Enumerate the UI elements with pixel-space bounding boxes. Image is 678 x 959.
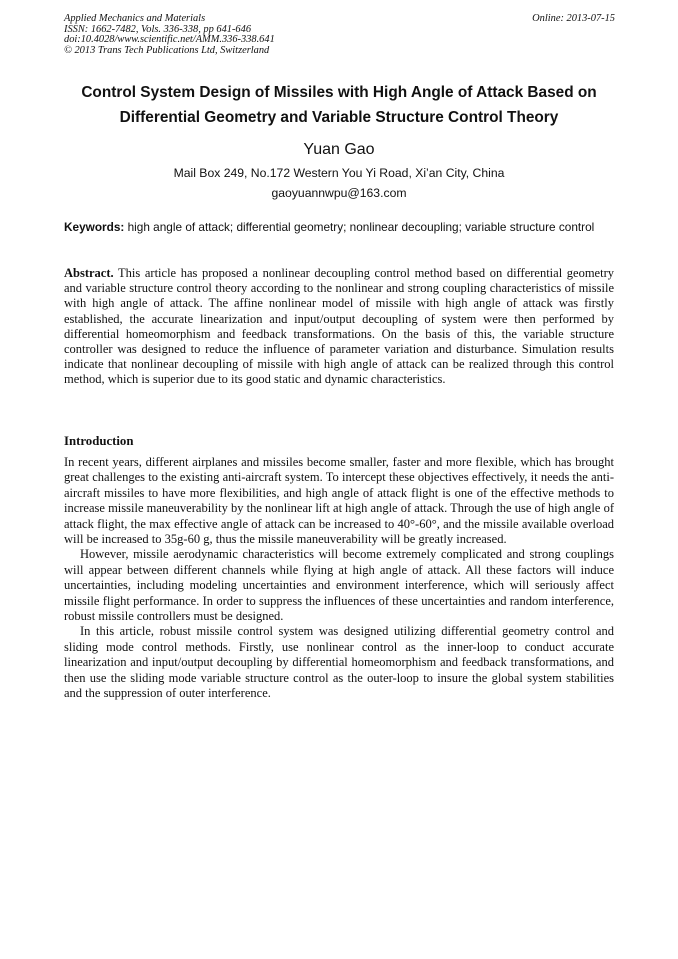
author-name: Yuan Gao	[303, 141, 375, 158]
abstract-label: Abstract.	[64, 266, 114, 280]
journal-doi: doi:10.4028/www.scientific.net/AMM.336-338.641	[64, 34, 275, 45]
keywords-text: high angle of attack; differential geometry; nonlinear decoupling; variable structure control	[127, 220, 595, 234]
abstract-section	[64, 266, 614, 388]
journal-header	[64, 14, 444, 56]
paper-title-line-2: Differential Geometry and Variable Structure Control Theory	[119, 109, 559, 126]
paper-title-line-1: Control System Design of Missiles with High Angle of Attack Based on	[81, 84, 597, 101]
keywords-section	[64, 221, 614, 235]
introduction-heading: Introduction	[64, 434, 134, 448]
online-date: Online: 2013-07-15	[532, 13, 615, 24]
journal-copyright: © 2013 Trans Tech Publications Ltd, Switzerland	[64, 44, 270, 56]
introduction-paragraph: In this article, robust missile control system was designed utilizing differential geometry control and sliding mode control methods. Firstly, use nonlinear control as the inner-loop to conduct accurate linearization and input/output decoupling by differential homeomorphism and feedback transformations, and then use the sliding mode variable structure control as the outer-loop to insure the global system stabilities and the suppression of outer interference.	[64, 624, 614, 701]
introduction-paragraph: In recent years, different airplanes and missiles become smaller, faster and more flexible, which has brought great challenges to the existing anti-aircraft system. To intercept these objectives effectively, it needs the anti-aircraft missiles to have more flexibilities, and high angle of attack flight is one of the effective methods to increase missile maneuverability by the nonlinear lift at high angle of attack. Through the use of high angle of attack flight, the max effective angle of attack can be increased to 40°-60°, and the missile available overload will be increased to 35g-60 g, thus the missile maneuverability will be greatly increased.	[64, 455, 614, 547]
paper-title	[40, 80, 638, 130]
introduction-body	[64, 455, 614, 702]
keywords-label: Keywords:	[64, 220, 125, 234]
author-affiliation: Mail Box 249, No.172 Western You Yi Road, Xi’an City, China	[173, 166, 505, 180]
introduction-paragraph: However, missile aerodynamic characteristics will become extremely complicated and strong couplings will appear between different channels while flying at high angle of attack. All these factors will induce uncertainties, including modeling uncertainties and environment interference, which will seriously affect missile flight performance. In order to suppress the influences of these uncertainties and random interference, robust missile controllers must be designed.	[64, 547, 614, 624]
abstract-text: This article has proposed a nonlinear decoupling control method based on differential geometry and variable structure control theory according to the nonlinear and strong coupling characteristics of missile with high angle of attack. The affine nonlinear model of missile with high angle of attack was firstly established, the accurate linearization and input/output decoupling of system were then performed by differential homeomorphism and feedback transformations. On the basis of this, the variable structure controller was designed to reduce the influence of parameter variation and disturbance. Simulation results indicate that nonlinear decoupling of missile with high angle of attack can be realized through this control method, which is superior due to its good static and dynamic characteristics.	[64, 266, 614, 387]
author-email: gaoyuannwpu@163.com	[271, 186, 407, 200]
journal-name: Applied Mechanics and Materials	[64, 13, 206, 24]
journal-issn: ISSN: 1662-7482, Vols. 336-338, pp 641-646	[64, 23, 252, 35]
